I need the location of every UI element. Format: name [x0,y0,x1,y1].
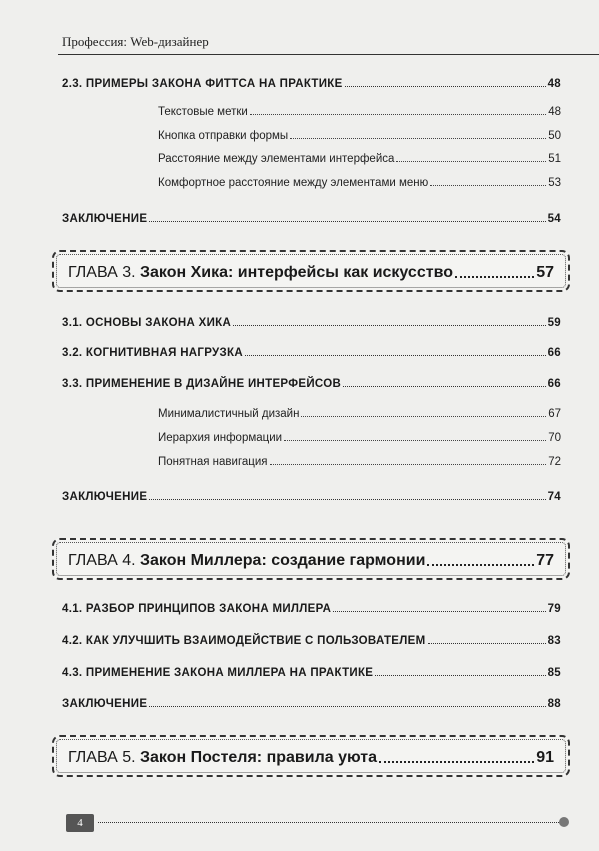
chapter-page-number: 91 [536,749,554,766]
dot-leader [301,415,546,417]
toc-entry-conclusion-ch4[interactable] [62,698,561,710]
toc-page-number: 53 [548,177,561,189]
toc-entry-label: ЗАКЛЮЧЕНИЕ [62,213,148,225]
dot-leader [284,439,546,441]
toc-entry-3-2[interactable] [62,347,561,359]
toc-page-number: 74 [547,491,561,503]
chapter-number: ГЛАВА 3. [68,264,136,281]
dot-leader [375,674,545,676]
toc-entry-label: 4.3. ПРИМЕНЕНИЕ ЗАКОНА МИЛЛЕРА НА ПРАКТИКЕ [62,667,374,679]
toc-subentry[interactable] [158,153,561,165]
dot-leader [245,354,546,356]
dot-leader [396,160,546,162]
toc-subentry[interactable] [158,456,561,468]
toc-page-number: 66 [547,378,561,390]
chapter-page-number: 57 [536,264,554,281]
toc-entry-2-3[interactable] [62,78,561,90]
dot-leader [290,137,546,139]
toc-entry-label: 4.1. РАЗБОР ПРИНЦИПОВ ЗАКОНА МИЛЛЕРА [62,603,332,615]
toc-subentry-label: Кнопка отправки формы [158,130,289,142]
chapter-5-box[interactable] [52,735,570,777]
footer-dotted-rule [98,822,559,823]
chapter-3-entry [68,264,554,282]
toc-page-number: 51 [548,153,561,165]
toc-subentry[interactable] [158,432,561,444]
toc-entry-4-1[interactable] [62,603,561,615]
dot-leader [379,760,534,763]
toc-page-number: 66 [547,347,561,359]
toc-page-number: 48 [548,106,561,118]
toc-subentry-label: Минималистичный дизайн [158,408,300,420]
dot-leader [427,563,534,566]
toc-subentry[interactable] [158,177,561,189]
toc-entry-label: 3.2. КОГНИТИВНАЯ НАГРУЗКА [62,347,243,359]
running-header: Профессия: Web-дизайнер [62,34,209,49]
toc-subentry-label: Понятная навигация [158,456,268,468]
toc-subentry-label: Комфортное расстояние между элементами меню [158,177,429,189]
chapter-page-number: 77 [536,552,554,569]
dot-leader [250,113,546,115]
toc-entry-label: ЗАКЛЮЧЕНИЕ [62,491,148,503]
toc-entry-3-3[interactable] [62,378,561,390]
dot-leader [333,610,545,612]
toc-entry-4-3[interactable] [62,667,561,679]
page-number: 4 [66,814,94,832]
toc-subentry-label: Расстояние между элементами интерфейса [158,153,395,165]
chapter-title: Закон Хика: интерфейсы как искусство [140,264,453,281]
toc-entry-label: 3.3. ПРИМЕНЕНИЕ В ДИЗАЙНЕ ИНТЕРФЕЙСОВ [62,378,342,390]
toc-entry-label: ЗАКЛЮЧЕНИЕ [62,698,148,710]
dot-leader [343,385,546,387]
toc-entry-label: 2.3. ПРИМЕРЫ ЗАКОНА ФИТТСА НА ПРАКТИКЕ [62,78,343,90]
toc-subentry-label: Иерархия информации [158,432,283,444]
chapter-5-entry [68,749,554,767]
dot-leader [270,463,547,465]
dot-leader [455,275,534,278]
dot-leader [233,324,546,326]
chapter-number: ГЛАВА 4. [68,552,136,569]
toc-page-number: 54 [547,213,561,225]
dot-leader [430,184,546,186]
chapter-4-entry [68,552,554,570]
toc-page-number: 83 [547,635,561,647]
chapter-title: Закон Миллера: создание гармонии [140,552,426,569]
toc-page-number: 50 [548,130,561,142]
toc-entry-conclusion-ch3[interactable] [62,491,561,503]
toc-page-number: 67 [548,408,561,420]
toc-page-number: 59 [547,317,561,329]
dot-leader [149,705,545,707]
dot-leader [345,85,546,87]
dot-leader [149,220,545,222]
chapter-title: Закон Постеля: правила уюта [140,749,377,766]
toc-subentry-label: Текстовые метки [158,106,248,118]
toc-subentry[interactable] [158,408,561,420]
toc-entry-4-2[interactable] [62,635,561,647]
toc-entry-label: 4.2. КАК УЛУЧШИТЬ ВЗАИМОДЕЙСТВИЕ С ПОЛЬЗОВАТЕЛЕМ [62,635,426,647]
chapter-3-box[interactable] [52,250,570,292]
toc-page-number: 70 [548,432,561,444]
toc-subentry[interactable] [158,130,561,142]
header-rule [58,54,599,55]
toc-page-number: 88 [547,698,561,710]
toc-page-number: 85 [547,667,561,679]
toc-entry-label: 3.1. ОСНОВЫ ЗАКОНА ХИКА [62,317,232,329]
toc-page-number: 72 [548,456,561,468]
dot-leader [428,642,546,644]
toc-page-number: 79 [547,603,561,615]
toc-entry-conclusion-ch2[interactable] [62,213,561,225]
toc-entry-3-1[interactable] [62,317,561,329]
chapter-number: ГЛАВА 5. [68,749,136,766]
toc-page-number: 48 [547,78,561,90]
toc-subentry[interactable] [158,106,561,118]
chapter-4-box[interactable] [52,538,570,580]
footer-end-dot [559,817,569,827]
dot-leader [149,498,545,500]
